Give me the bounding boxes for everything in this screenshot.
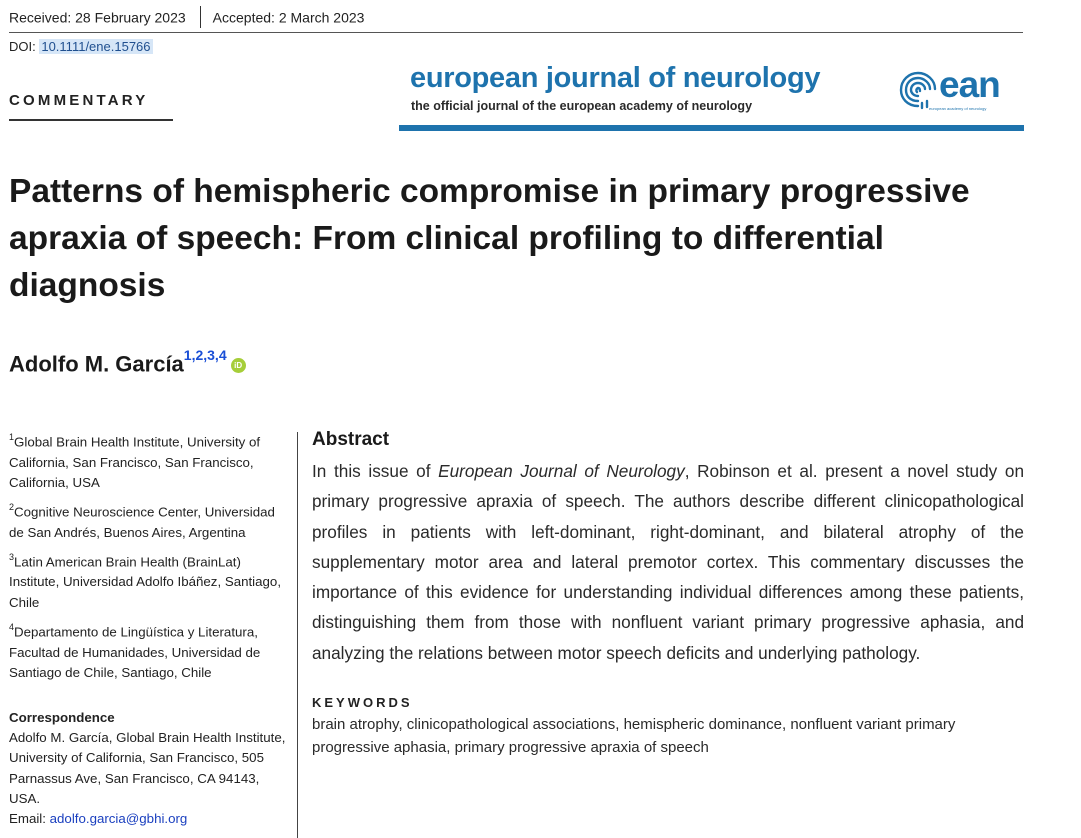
doi-link[interactable]: 10.1111/ene.15766 xyxy=(41,39,151,54)
article-title: Patterns of hemispheric compromise in primary progressive apraxia of speech: From clinical profiling to differential diagnosis xyxy=(9,173,970,304)
received-date: Received: 28 February 2023 xyxy=(9,9,186,26)
doi-label: DOI: xyxy=(9,39,40,54)
correspondence-address: Adolfo M. García, Global Brain Health Institute, University of California, San Francisco, 505 Parnassus Ave, San Francisco, CA 94143, USA. xyxy=(9,730,286,806)
brain-spiral-icon xyxy=(898,70,938,110)
affiliation-item xyxy=(9,498,289,543)
ean-logo-caption: european academy of neurology xyxy=(929,106,987,111)
column-divider xyxy=(297,432,298,838)
article-type-underline xyxy=(9,119,173,121)
author-line xyxy=(9,347,246,377)
affiliation-text: Global Brain Health Institute, University of California, San Francisco, San Francisco, California, USA xyxy=(9,434,261,490)
journal-title: european journal of neurology xyxy=(410,62,821,94)
email-label: Email: xyxy=(9,811,50,827)
journal-banner-bar xyxy=(399,125,1024,131)
affiliation-item xyxy=(9,618,289,683)
doi-line xyxy=(9,39,153,54)
author-affiliation-refs[interactable]: 1,2,3,4 xyxy=(183,347,227,363)
affiliation-item xyxy=(9,428,289,493)
affiliation-number: 4 xyxy=(9,621,15,632)
affiliation-text: Latin American Brain Health (BrainLat) Institute, Universidad Adolfo Ibáñez, Santiago, Chile xyxy=(9,554,282,610)
ean-logo xyxy=(898,64,1014,112)
journal-subtitle: the official journal of the european academy of neurology xyxy=(411,99,753,113)
orcid-icon[interactable]: iD xyxy=(231,358,246,373)
author-name: Adolfo M. García xyxy=(9,351,184,377)
ean-logo-text: ean xyxy=(939,64,1000,105)
abstract-body xyxy=(312,456,1024,668)
journal-name-italic: European Journal of Neurology xyxy=(438,461,685,481)
correspondence-block xyxy=(9,708,289,829)
affiliation-item xyxy=(9,548,289,613)
accepted-date: Accepted: 2 March 2023 xyxy=(212,9,365,26)
date-separator xyxy=(200,6,201,28)
keywords-list: brain atrophy, clinicopathological associations, hemispheric dominance, nonfluent variant primary progressive aphasia, primary progressive apraxia of speech xyxy=(312,716,956,756)
affiliation-text: Cognitive Neuroscience Center, Universidad de San Andrés, Buenos Aires, Argentina xyxy=(9,504,275,540)
publication-dates xyxy=(9,8,364,30)
abstract-heading: Abstract xyxy=(312,429,390,450)
article-type-label: COMMENTARY xyxy=(9,92,149,109)
header-rule xyxy=(9,32,1023,33)
abstract-intro: In this issue of xyxy=(312,461,439,481)
affiliation-text: Departamento de Lingüística y Literatura, Facultad de Humanidades, Universidad de Santiago de Chile, Santiago, Chile xyxy=(9,624,261,680)
correspondence-email-line xyxy=(9,809,289,829)
affiliation-number: 2 xyxy=(9,502,15,513)
affiliations-list xyxy=(9,428,289,688)
abstract-text: , Robinson et al. present a novel study on primary progressive apraxia of speech. The authors describe different clinicopathological profiles in patients with left-dominant, right-dominant, and bilateral atrophy of the supplementary motor area and lateral premotor cortex. This commentary discusses the importance of this evidence for understanding individual differences among these patients, distinguishing them from those with nonfluent variant primary progressive aphasia, and analyzing the relations between motor speech deficits and underlying pathology. xyxy=(312,461,1025,663)
affiliation-number: 3 xyxy=(9,551,15,562)
correspondence-heading: Correspondence xyxy=(9,710,115,725)
email-link[interactable]: adolfo.garcia@gbhi.org xyxy=(49,811,188,827)
affiliation-number: 1 xyxy=(9,432,15,442)
keywords-heading: KEYWORDS xyxy=(312,695,413,710)
